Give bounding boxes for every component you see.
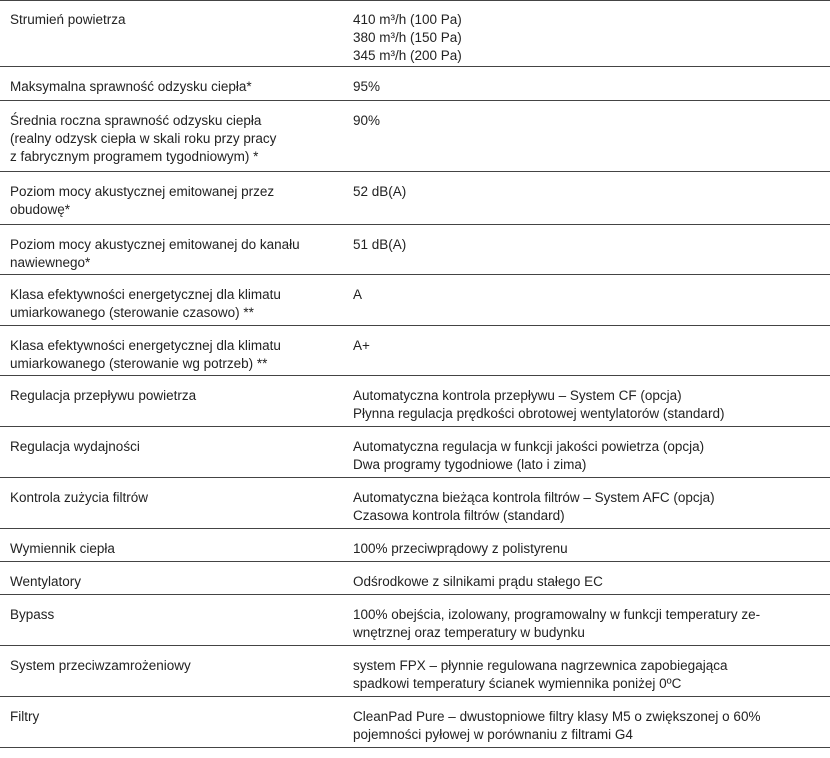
row-label (0, 101, 343, 171)
value-line: wnętrznej oraz temperatury w budynku (353, 625, 585, 640)
table-row (0, 529, 830, 562)
label-line: Wentylatory (10, 574, 82, 589)
row-value (343, 225, 830, 274)
label-line: obudowę* (10, 202, 71, 217)
row-label (0, 529, 343, 561)
value-line: 345 m³/h (200 Pa) (353, 48, 462, 63)
label-line: z fabrycznym programem tygodniowym) * (10, 149, 259, 164)
row-value (343, 646, 830, 696)
label-line: Regulacja przepływu powietrza (10, 388, 197, 403)
row-label (0, 562, 343, 594)
row-value (343, 697, 830, 747)
value-line: Czasowa kontrola filtrów (standard) (353, 508, 565, 523)
table-row (0, 595, 830, 646)
value-line: CleanPad Pure – dwustopniowe filtry klasy M5 o zwiększonej o 60% (353, 709, 761, 724)
table-row (0, 101, 830, 172)
row-label (0, 326, 343, 375)
value-line: Automatyczna regulacja w funkcji jakości powietrza (opcja) (353, 439, 705, 454)
label-line: umiarkowanego (sterowanie wg potrzeb) ** (10, 356, 268, 371)
value-line: A+ (353, 338, 370, 353)
row-value (343, 275, 830, 325)
value-line: Automatyczna bieżąca kontrola filtrów – System AFC (opcja) (353, 490, 715, 505)
row-value (343, 427, 830, 477)
value-line: 95% (353, 79, 381, 94)
value-line: 100% obejścia, izolowany, programowalny w funkcji temperatury ze- (353, 607, 761, 622)
row-value (343, 0, 830, 66)
value-line: 51 dB(A) (353, 237, 407, 252)
table-row (0, 326, 830, 376)
row-label (0, 376, 343, 426)
value-line: 100% przeciwprądowy z polistyrenu (353, 541, 568, 556)
row-label (0, 0, 343, 66)
row-label (0, 697, 343, 747)
table-row (0, 225, 830, 275)
label-line: Regulacja wydajności (10, 439, 140, 454)
row-label (0, 275, 343, 325)
row-value (343, 529, 830, 561)
table-row (0, 646, 830, 697)
row-value (343, 595, 830, 645)
value-line: 52 dB(A) (353, 184, 407, 199)
value-line: Automatyczna kontrola przepływu – System CF (opcja) (353, 388, 682, 403)
value-line: Dwa programy tygodniowe (lato i zima) (353, 457, 587, 472)
row-value (343, 478, 830, 528)
table-row (0, 67, 830, 101)
row-value (343, 326, 830, 375)
label-line: Wymiennik ciepła (10, 541, 115, 556)
label-line: Kontrola zużycia filtrów (10, 490, 149, 505)
row-value (343, 562, 830, 594)
table-row (0, 427, 830, 478)
table-row (0, 697, 830, 748)
label-line: Klasa efektywności energetycznej dla klimatu (10, 287, 281, 302)
label-line: Maksymalna sprawność odzysku ciepła* (10, 79, 252, 94)
label-line: Poziom mocy akustycznej emitowanej przez (10, 184, 275, 199)
row-value (343, 101, 830, 171)
table-row (0, 172, 830, 225)
row-label (0, 478, 343, 528)
label-line: Klasa efektywności energetycznej dla klimatu (10, 338, 281, 353)
value-line: 380 m³/h (150 Pa) (353, 30, 462, 45)
row-label (0, 646, 343, 696)
row-value (343, 376, 830, 426)
table-row (0, 376, 830, 427)
label-line: Strumień powietrza (10, 12, 126, 27)
value-line: system FPX – płynnie regulowana nagrzewnica zapobiegająca (353, 658, 728, 673)
label-line: umiarkowanego (sterowanie czasowo) ** (10, 305, 254, 320)
row-label (0, 595, 343, 645)
value-line: 410 m³/h (100 Pa) (353, 12, 462, 27)
label-line: (realny odzysk ciepła w skali roku przy pracy (10, 131, 277, 146)
table-row (0, 562, 830, 595)
label-line: nawiewnego* (10, 255, 91, 270)
table-row (0, 0, 830, 67)
row-value (343, 172, 830, 224)
label-line: Poziom mocy akustycznej emitowanej do kanału (10, 237, 300, 252)
label-line: System przeciwzamrożeniowy (10, 658, 191, 673)
row-label (0, 427, 343, 477)
value-line: Odśrodkowe z silnikami prądu stałego EC (353, 574, 603, 589)
label-line: Bypass (10, 607, 55, 622)
label-line: Filtry (10, 709, 40, 724)
row-value (343, 67, 830, 100)
value-line: 90% (353, 113, 381, 128)
row-label (0, 225, 343, 274)
value-line: spadkowi temperatury ścianek wymiennika poniżej 0ºC (353, 676, 682, 691)
value-line: A (353, 287, 363, 302)
table-row (0, 275, 830, 326)
row-label (0, 172, 343, 224)
row-label (0, 67, 343, 100)
value-line: pojemności pyłowej w porównaniu z filtrami G4 (353, 727, 633, 742)
label-line: Średnia roczna sprawność odzysku ciepła (10, 113, 262, 128)
table-row (0, 478, 830, 529)
value-line: Płynna regulacja prędkości obrotowej wentylatorów (standard) (353, 406, 725, 421)
